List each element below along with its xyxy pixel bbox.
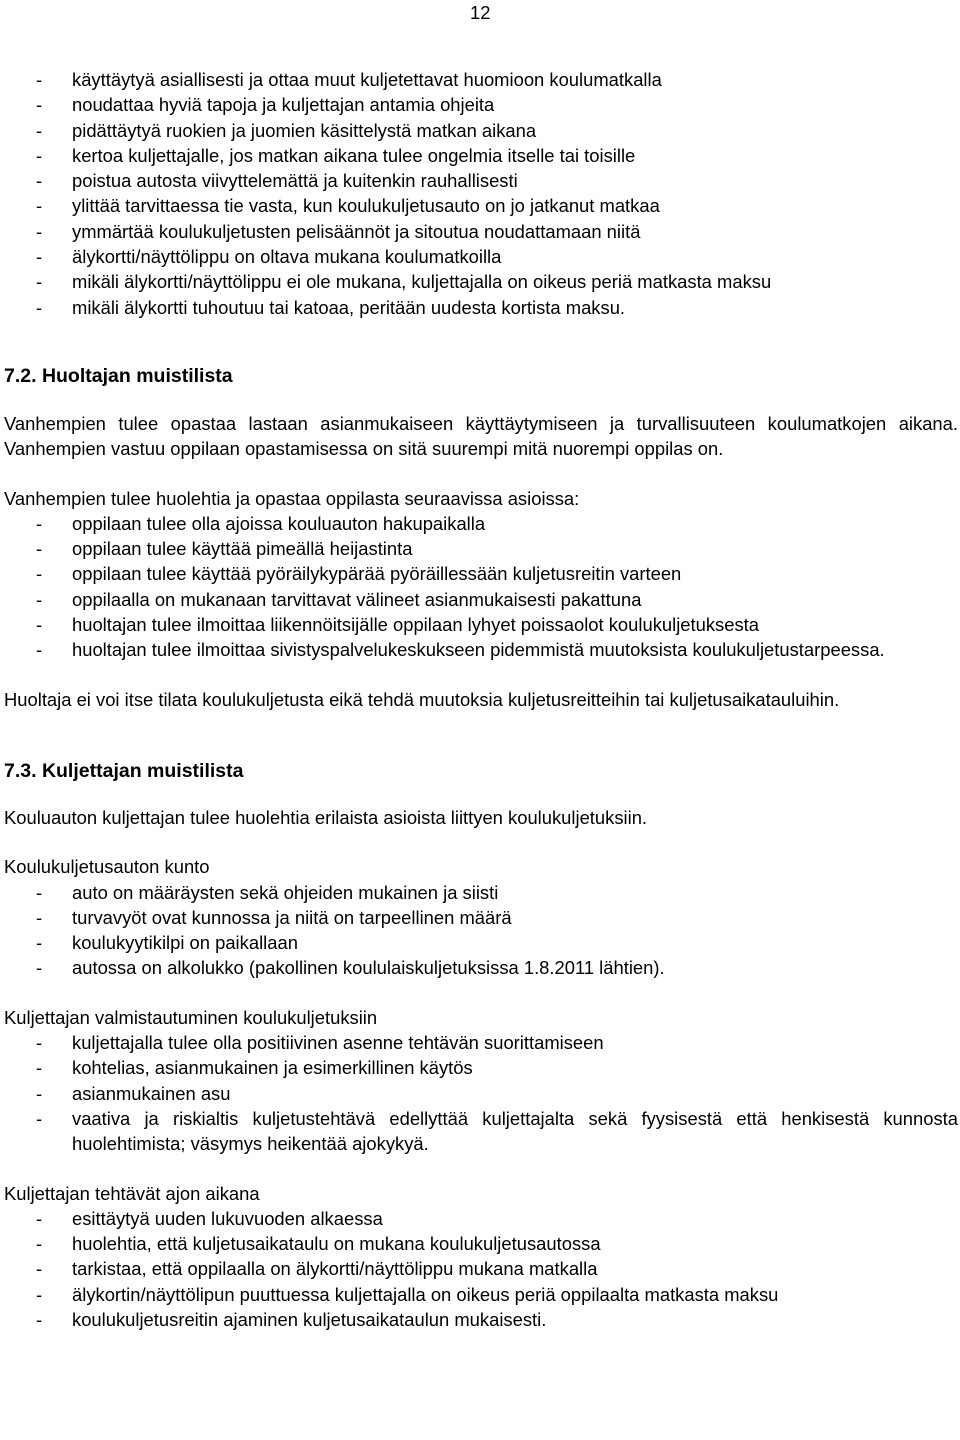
group-title: Koulukuljetusauton kunto — [4, 856, 210, 878]
section-heading-7-3: 7.3. Kuljettajan muistilista — [4, 759, 244, 782]
list-item: - kohtelias, asianmukainen ja esimerkillinen käytös — [4, 1055, 958, 1080]
list-item: - kuljettajalla tulee olla positiivinen asenne tehtävän suorittamiseen — [4, 1030, 958, 1055]
list-item: - huoltajan tulee ilmoittaa sivistyspalvelukeskukseen pidemmistä muutoksista koulukuljetustarpeessa. — [4, 637, 958, 662]
list-item: - älykortti/näyttölippu on oltava mukana koulumatkoilla — [4, 244, 958, 269]
list-item: - noudattaa hyviä tapoja ja kuljettajan antamia ohjeita — [4, 92, 958, 117]
list-item: - kertoa kuljettajalle, jos matkan aikana tulee ongelmia itselle tai toisille — [4, 143, 958, 168]
list-item: - asianmukainen asu — [4, 1081, 958, 1106]
list-item: - auto on määräysten sekä ohjeiden mukainen ja siisti — [4, 880, 958, 905]
list-item: - esittäytyä uuden lukuvuoden alkaessa — [4, 1206, 958, 1231]
list-item: - oppilaalla on mukanaan tarvittavat välineet asianmukaisesti pakattuna — [4, 587, 958, 612]
document-body — [4, 67, 958, 1332]
paragraph: Vanhempien tulee opastaa lastaan asianmukaiseen käyttäytymiseen ja turvallisuuteen koulumatkojen aikana. Vanhempien vastuu oppilaan opastamisessa on sitä suurempi mitä nuorempi oppilas on. — [4, 412, 958, 460]
driver-tasks-list — [4, 1206, 958, 1332]
list-item: - poistua autosta viivyttelemättä ja kuitenkin rauhallisesti — [4, 168, 958, 193]
paragraph: Huoltaja ei voi itse tilata koulukuljetusta eikä tehdä muutoksia kuljetusreitteihin tai kuljetusaikatauluihin. — [4, 688, 840, 710]
list-item: - oppilaan tulee olla ajoissa kouluauton hakupaikalla — [4, 511, 958, 536]
section-heading-7-2: 7.2. Huoltajan muistilista — [4, 364, 233, 387]
list-item: - vaativa ja riskialtis kuljetustehtävä edellyttää kuljettajalta sekä fyysisestä että henkisestä kunnosta huolehtimista; väsymys heikentää ajokykyä. — [4, 1106, 958, 1157]
list-item: - turvavyöt ovat kunnossa ja niitä on tarpeellinen määrä — [4, 905, 958, 930]
intro-list — [4, 67, 958, 320]
list-item: - älykortin/näyttölipun puuttuessa kuljettajalla on oikeus periä oppilaalta matkasta maksu — [4, 1282, 958, 1307]
list-item: - mikäli älykortti/näyttölippu ei ole mukana, kuljettajalla on oikeus periä matkasta maksu — [4, 269, 958, 294]
list-item: - koulukuljetusreitin ajaminen kuljetusaikataulun mukaisesti. — [4, 1307, 958, 1332]
paragraph: Kouluauton kuljettajan tulee huolehtia erilaista asioista liittyen koulukuljetuksiin. — [4, 806, 648, 828]
list-item: - huoltajan tulee ilmoittaa liikennöitsijälle oppilaan lyhyet poissaolot koulukuljetuksesta — [4, 612, 958, 637]
list-item: - autossa on alkolukko (pakollinen koululaiskuljetuksissa 1.8.2011 lähtien). — [4, 955, 958, 980]
list-item: - huolehtia, että kuljetusaikataulu on mukana koulukuljetusautossa — [4, 1231, 958, 1256]
list-item: - koulukyytikilpi on paikallaan — [4, 930, 958, 955]
list-item: - ymmärtää koulukuljetusten pelisäännöt ja sitoutua noudattamaan niitä — [4, 219, 958, 244]
group-title: Kuljettajan valmistautuminen koulukuljetuksiin — [4, 1006, 378, 1028]
list-item: - käyttäytyä asiallisesti ja ottaa muut kuljetettavat huomioon koulumatkalla — [4, 67, 958, 92]
paragraph: Vanhempien tulee huolehtia ja opastaa oppilasta seuraavissa asioissa: — [4, 487, 580, 509]
driver-preparation-list — [4, 1030, 958, 1156]
list-item: - tarkistaa, että oppilaalla on älykortti/näyttölippu mukana matkalla — [4, 1256, 958, 1281]
list-item: - ylittää tarvittaessa tie vasta, kun koulukuljetusauto on jo jatkanut matkaa — [4, 193, 958, 218]
guardian-list — [4, 511, 958, 663]
list-item: - mikäli älykortti tuhoutuu tai katoaa, peritään uudesta kortista maksu. — [4, 295, 958, 320]
group-title: Kuljettajan tehtävät ajon aikana — [4, 1182, 260, 1204]
list-item: - oppilaan tulee käyttää pyöräilykypärää pyöräillessään kuljetusreitin varteen — [4, 561, 958, 586]
list-item: - pidättäytyä ruokien ja juomien käsittelystä matkan aikana — [4, 118, 958, 143]
page-number: 12 — [470, 2, 491, 23]
vehicle-condition-list — [4, 880, 958, 981]
list-item: - oppilaan tulee käyttää pimeällä heijastinta — [4, 536, 958, 561]
